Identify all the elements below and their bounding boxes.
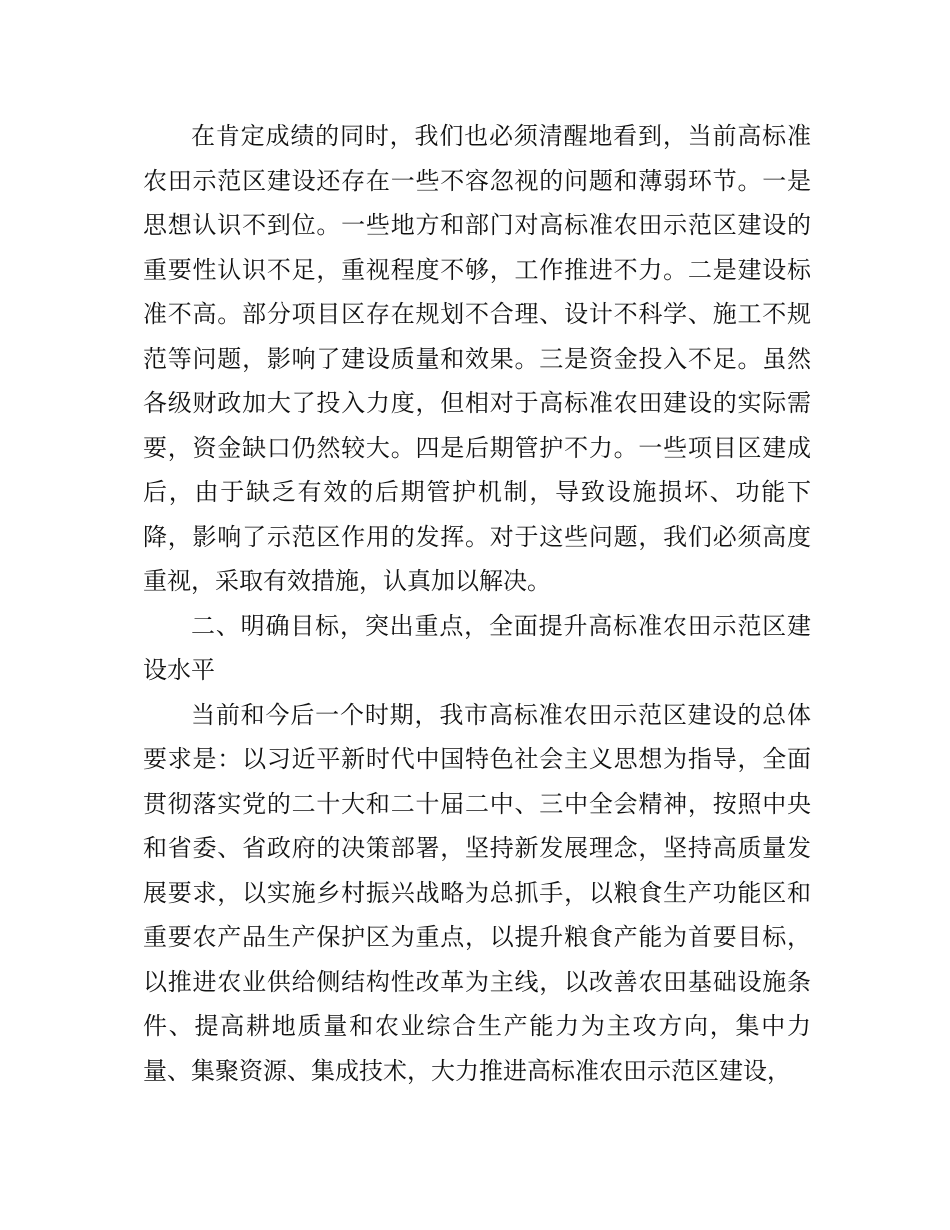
document-body	[143, 114, 811, 1093]
paragraph-requirements: 当前和今后一个时期，我市高标准农田示范区建设的总体要求是：以习近平新时代中国特色社会主义思想为指导，全面贯彻落实党的二十大和二十届二中、三中全会精神，按照中央和省委、省政府的决策部署，坚持新发展理念，坚持高质量发展要求，以实施乡村振兴战略为总抓手，以粮食生产功能区和重要农产品生产保护区为重点，以提升粮食产能为首要目标，以推进农业供给侧结构性改革为主线，以改善农田基础设施条件、提高耕地质量和农业综合生产能力为主攻方向，集中力量、集聚资源、集成技术，大力推进高标准农田示范区建设，	[143, 700, 811, 1085]
paragraph-problems: 在肯定成绩的同时，我们也必须清醒地看到，当前高标准农田示范区建设还存在一些不容忽视的问题和薄弱环节。一是思想认识不到位。一些地方和部门对高标准农田示范区建设的重要性认识不足，重视程度不够，工作推进不力。二是建设标准不高。部分项目区存在规划不合理、设计不科学、施工不规范等问题，影响了建设质量和效果。三是资金投入不足。虽然各级财政加大了投入力度，但相对于高标准农田建设的实际需要，资金缺口仍然较大。四是后期管护不力。一些项目区建成后，由于缺乏有效的后期管护机制，导致设施损坏、功能下降，影响了示范区作用的发挥。对于这些问题，我们必须高度重视，采取有效措施，认真加以解决。	[143, 122, 811, 595]
section-heading: 二、明确目标，突出重点，全面提升高标准农田示范区建设水平	[143, 611, 811, 684]
